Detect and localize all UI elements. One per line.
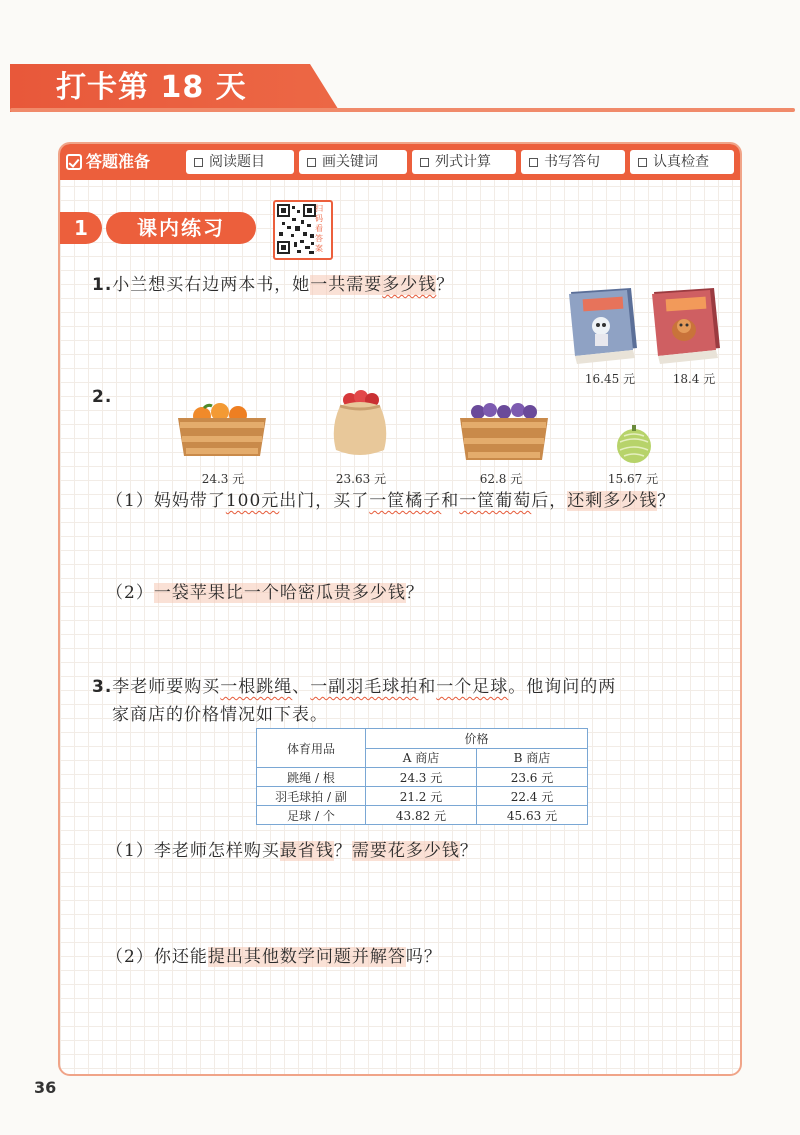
table-header-shop-b: B 商店 (477, 748, 588, 768)
prep-step-keywords[interactable] (299, 150, 407, 174)
table-header-item: 体育用品 (257, 729, 366, 768)
table-cell: 21.2 元 (366, 787, 477, 806)
q3-keyword: 一副羽毛球拍 (310, 677, 419, 697)
question-1 (92, 272, 454, 298)
q2-1-text: ？ (657, 491, 676, 511)
book-science-fiction (565, 286, 641, 366)
table-row (257, 768, 588, 787)
page-title: 打卡第 18 天 (56, 70, 247, 105)
question-3-line-2: 家商店的价格情况如下表。 (112, 705, 328, 725)
question-3-line-1 (92, 674, 616, 700)
book-explore-nature (648, 286, 724, 366)
prep-step-label: 列式计算 (435, 154, 491, 170)
table-cell: 足球 / 个 (257, 806, 366, 825)
table-header-price: 价格 (366, 729, 588, 749)
q1-keyword: 多少钱 (382, 275, 437, 295)
checkbox-icon[interactable] (638, 158, 647, 167)
orange-basket-icon (172, 400, 272, 460)
prep-title (66, 144, 150, 180)
q2-1-keyword: 一筐橘子 (369, 491, 442, 511)
book-price: 16.45 元 (584, 372, 636, 386)
prep-steps (186, 150, 734, 174)
q3-2-text: （2）你还能 (106, 947, 208, 967)
q2-2-text: （2） (106, 583, 154, 603)
q3-text: 李老师要购买 (112, 677, 221, 697)
table-cell: 45.63 元 (477, 806, 588, 825)
question-3-part-2 (106, 944, 442, 970)
q2-1-keyword: 还剩多少钱 (567, 491, 658, 511)
q3-text: 。他询问的两 (508, 677, 617, 697)
checkbox-icon[interactable] (420, 158, 429, 167)
q2-1-text: （1）妈妈带了 (106, 491, 226, 511)
q3-keyword: 一个足球 (436, 677, 509, 697)
table-cell: 22.4 元 (477, 787, 588, 806)
q2-1-keyword: 一筐葡萄 (459, 491, 532, 511)
q3-1-keyword: 最省钱 (279, 841, 334, 861)
prep-step-calc[interactable] (412, 150, 516, 174)
q2-1-keyword: 100元 (225, 491, 280, 511)
question-number: 3. (92, 677, 113, 697)
prep-step-check[interactable] (630, 150, 734, 174)
prep-step-label: 画关键词 (322, 154, 378, 170)
fruit-price: 23.63 元 (335, 472, 387, 486)
fruit-price: 62.8 元 (479, 472, 523, 486)
section-title: 课内练习 (106, 212, 256, 244)
check-icon (66, 154, 82, 170)
q1-text: ？ (436, 275, 455, 295)
q1-text: 小兰想买右边两本书，她 (112, 275, 311, 295)
q3-2-keyword: 提出其他数学问题并解答 (207, 947, 406, 967)
grape-basket-icon (456, 400, 552, 464)
q2-1-text: 出门，买了 (279, 491, 370, 511)
q3-1-text: ？ (333, 841, 352, 861)
qr-label: 扫码看答案 (315, 204, 323, 253)
question-number: 2. (92, 387, 113, 407)
prep-step-label: 阅读题目 (209, 154, 265, 170)
book-price: 18.4 元 (672, 372, 716, 386)
q3-1-text: （1）李老师怎样购买 (106, 841, 280, 861)
q2-2-text: ？ (405, 583, 424, 603)
prep-step-answer[interactable] (521, 150, 625, 174)
header-underline (10, 108, 795, 112)
price-table (256, 728, 588, 825)
table-cell: 43.82 元 (366, 806, 477, 825)
q3-text: 和 (418, 677, 437, 697)
question-2-part-2 (106, 580, 424, 606)
checkbox-icon[interactable] (194, 158, 203, 167)
question-3-part-1 (106, 838, 478, 864)
question-2-part-1 (106, 488, 675, 514)
q2-2-keyword: 一袋苹果比一个哈密瓜贵多少钱 (153, 583, 406, 603)
page-number: 36 (34, 1078, 57, 1097)
q3-1-text: ？ (459, 841, 478, 861)
table-cell: 羽毛球拍 / 副 (257, 787, 366, 806)
prep-step-label: 书写答句 (544, 154, 600, 170)
prep-title-label: 答题准备 (86, 152, 151, 171)
exercise-card (58, 142, 742, 1076)
prep-bar (60, 144, 740, 180)
prep-step-read[interactable] (186, 150, 294, 174)
q2-1-text: 和 (441, 491, 460, 511)
checkbox-icon[interactable] (529, 158, 538, 167)
fruit-price: 24.3 元 (201, 472, 245, 486)
question-number: 1. (92, 275, 113, 295)
q2-1-text: 后， (531, 491, 568, 511)
table-row (257, 806, 588, 825)
q3-2-text: 吗？ (405, 947, 442, 967)
section-number: 1 (60, 212, 102, 244)
prep-step-label: 认真检查 (653, 154, 709, 170)
apple-bag-icon (328, 390, 392, 462)
table-cell: 跳绳 / 根 (257, 768, 366, 787)
table-header-shop-a: A 商店 (366, 748, 477, 768)
q3-1-keyword: 需要花多少钱 (351, 841, 460, 861)
q3-text: 、 (292, 677, 311, 697)
qr-pattern-icon (277, 204, 317, 256)
table-cell: 23.6 元 (477, 768, 588, 787)
fruit-price: 15.67 元 (607, 472, 659, 486)
q1-keyword: 一共需要 (310, 275, 383, 295)
checkbox-icon[interactable] (307, 158, 316, 167)
melon-icon (612, 422, 656, 466)
question-2 (92, 384, 112, 410)
table-row (257, 787, 588, 806)
q3-keyword: 一根跳绳 (220, 677, 293, 697)
table-cell: 24.3 元 (366, 768, 477, 787)
